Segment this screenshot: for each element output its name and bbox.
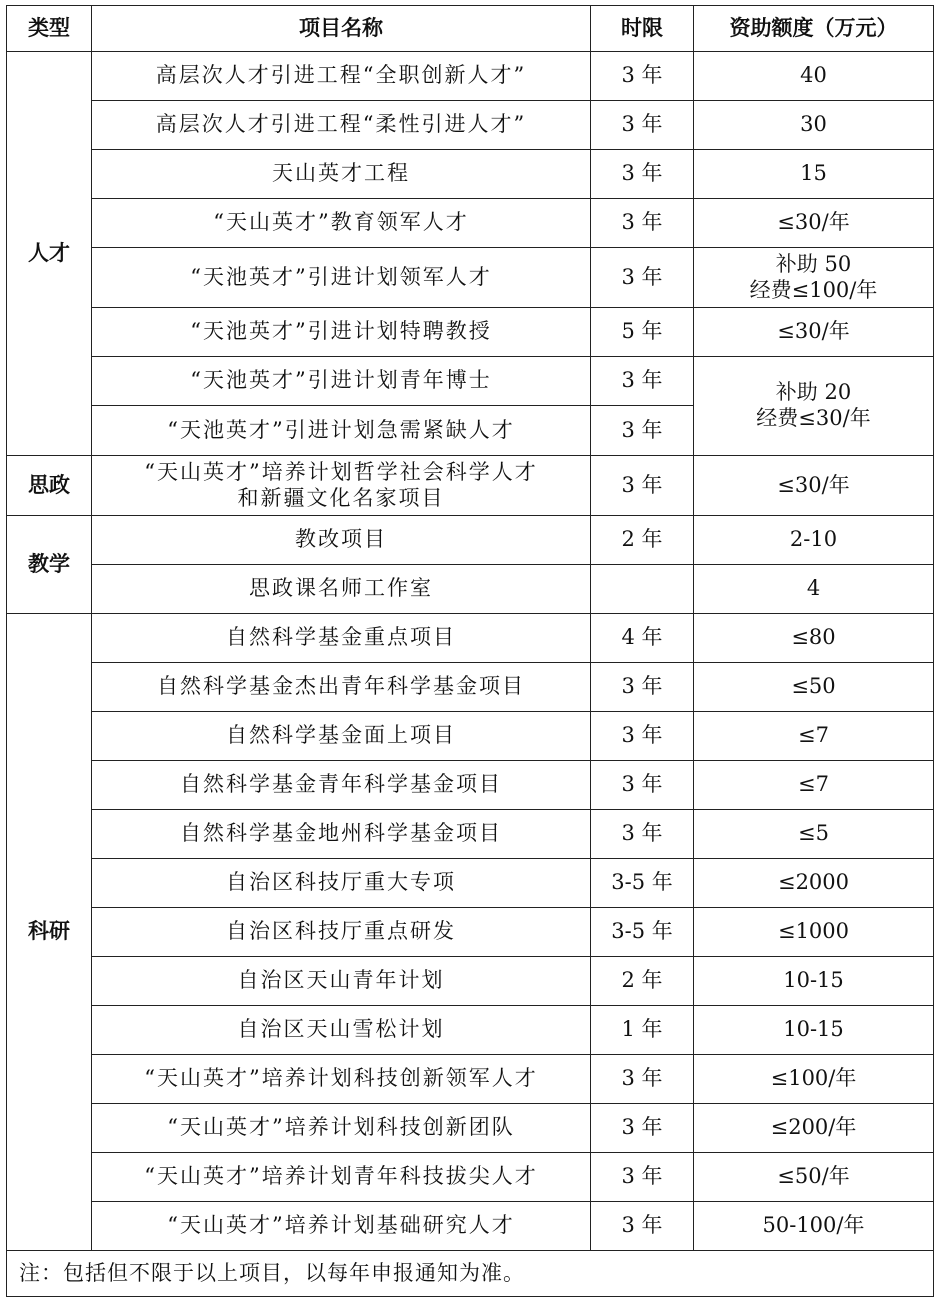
project-name: 自然科学基金杰出青年科学基金项目 xyxy=(92,663,591,712)
amount-line: 经费≤100/年 xyxy=(749,277,878,302)
table-row xyxy=(7,52,934,101)
amount-cell: ≤7 xyxy=(694,712,934,761)
project-name: 自治区天山青年计划 xyxy=(92,957,591,1006)
table-row xyxy=(7,712,934,761)
project-name: “天山英才”培养计划基础研究人才 xyxy=(92,1202,591,1251)
duration-cell: 3 年 xyxy=(591,761,694,810)
amount-cell: ≤100/年 xyxy=(694,1055,934,1104)
duration-cell: 2 年 xyxy=(591,516,694,565)
duration-cell: 3 年 xyxy=(591,456,694,516)
duration-cell xyxy=(591,565,694,614)
table-row xyxy=(7,357,934,406)
header-category: 类型 xyxy=(7,6,92,52)
project-name: 天山英才工程 xyxy=(92,150,591,199)
duration-cell: 3 年 xyxy=(591,150,694,199)
category-research: 科研 xyxy=(7,614,92,1251)
amount-cell: ≤50/年 xyxy=(694,1153,934,1202)
amount-cell: ≤50 xyxy=(694,663,934,712)
project-name: 高层次人才引进工程“全职创新人才” xyxy=(92,52,591,101)
table-row xyxy=(7,308,934,357)
amount-line: 经费≤30/年 xyxy=(756,406,871,430)
duration-cell: 3 年 xyxy=(591,1055,694,1104)
duration-cell: 5 年 xyxy=(591,308,694,357)
amount-cell: 40 xyxy=(694,52,934,101)
amount-cell: ≤5 xyxy=(694,810,934,859)
table-row xyxy=(7,859,934,908)
category-talent: 人才 xyxy=(7,52,92,456)
duration-cell: 3 年 xyxy=(591,1104,694,1153)
category-teaching: 教学 xyxy=(7,516,92,614)
amount-cell: 10-15 xyxy=(694,1006,934,1055)
project-name-line: “天山英才”培养计划哲学社会科学人才 xyxy=(144,459,538,484)
amount-cell: 15 xyxy=(694,150,934,199)
duration-cell: 3 年 xyxy=(591,1153,694,1202)
amount-cell: 30 xyxy=(694,101,934,150)
amount-cell: 50-100/年 xyxy=(694,1202,934,1251)
duration-cell: 3 年 xyxy=(591,810,694,859)
amount-cell: ≤2000 xyxy=(694,859,934,908)
duration-cell: 3-5 年 xyxy=(591,908,694,957)
project-name: “天山英才”培养计划科技创新领军人才 xyxy=(92,1055,591,1104)
table-row xyxy=(7,101,934,150)
header-row xyxy=(7,6,934,52)
amount-cell: 4 xyxy=(694,565,934,614)
duration-cell: 3 年 xyxy=(591,712,694,761)
project-name xyxy=(92,456,591,516)
duration-cell: 3 年 xyxy=(591,248,694,308)
table-row xyxy=(7,1055,934,1104)
duration-cell: 3 年 xyxy=(591,1202,694,1251)
amount-cell: ≤30/年 xyxy=(694,199,934,248)
table-row xyxy=(7,1006,934,1055)
project-name-line: 和新疆文化名家项目 xyxy=(237,485,445,510)
amount-line: 补助 20 xyxy=(775,380,852,405)
duration-cell: 3 年 xyxy=(591,52,694,101)
duration-cell: 3 年 xyxy=(591,406,694,456)
amount-cell: 10-15 xyxy=(694,957,934,1006)
project-name: “天池英才”引进计划青年博士 xyxy=(92,357,591,406)
duration-cell: 1 年 xyxy=(591,1006,694,1055)
table-row xyxy=(7,663,934,712)
table-row xyxy=(7,456,934,516)
table-row xyxy=(7,150,934,199)
amount-cell: ≤30/年 xyxy=(694,308,934,357)
duration-cell: 3 年 xyxy=(591,357,694,406)
header-project-name: 项目名称 xyxy=(92,6,591,52)
project-name: 自治区天山雪松计划 xyxy=(92,1006,591,1055)
header-duration: 时限 xyxy=(591,6,694,52)
project-name: 高层次人才引进工程“柔性引进人才” xyxy=(92,101,591,150)
project-name: 自然科学基金地州科学基金项目 xyxy=(92,810,591,859)
duration-cell: 3 年 xyxy=(591,101,694,150)
project-name: “天山英才”教育领军人才 xyxy=(92,199,591,248)
duration-cell: 2 年 xyxy=(591,957,694,1006)
table-row xyxy=(7,516,934,565)
duration-cell: 3 年 xyxy=(591,663,694,712)
project-name: 教改项目 xyxy=(92,516,591,565)
table-row xyxy=(7,908,934,957)
project-name: “天池英才”引进计划领军人才 xyxy=(92,248,591,308)
table-row xyxy=(7,199,934,248)
category-ideology: 思政 xyxy=(7,456,92,516)
table-row xyxy=(7,1202,934,1251)
project-name: 自治区科技厅重大专项 xyxy=(92,859,591,908)
table-row xyxy=(7,614,934,663)
table-row xyxy=(7,761,934,810)
project-name: 自然科学基金青年科学基金项目 xyxy=(92,761,591,810)
project-name: “天山英才”培养计划科技创新团队 xyxy=(92,1104,591,1153)
amount-cell: ≤200/年 xyxy=(694,1104,934,1153)
project-name: 自然科学基金面上项目 xyxy=(92,712,591,761)
project-name: 自治区科技厅重点研发 xyxy=(92,908,591,957)
duration-cell: 4 年 xyxy=(591,614,694,663)
duration-cell: 3 年 xyxy=(591,199,694,248)
amount-cell: 2-10 xyxy=(694,516,934,565)
funding-table xyxy=(6,5,934,1297)
amount-cell: ≤1000 xyxy=(694,908,934,957)
project-name: 思政课名师工作室 xyxy=(92,565,591,614)
amount-cell: ≤30/年 xyxy=(694,456,934,516)
table-row xyxy=(7,810,934,859)
table-row xyxy=(7,1153,934,1202)
table-row xyxy=(7,1104,934,1153)
duration-cell: 3-5 年 xyxy=(591,859,694,908)
project-name: 自然科学基金重点项目 xyxy=(92,614,591,663)
amount-line: 补助 50 xyxy=(775,251,852,276)
project-name: “天池英才”引进计划急需紧缺人才 xyxy=(92,406,591,456)
project-name: “天山英才”培养计划青年科技拔尖人才 xyxy=(92,1153,591,1202)
table-row xyxy=(7,957,934,1006)
amount-cell xyxy=(694,357,934,456)
note-row xyxy=(7,1251,934,1297)
amount-cell: ≤80 xyxy=(694,614,934,663)
footnote: 注：包括但不限于以上项目，以每年申报通知为准。 xyxy=(7,1251,934,1297)
header-amount: 资助额度（万元） xyxy=(694,6,934,52)
amount-cell xyxy=(694,248,934,308)
table-row xyxy=(7,248,934,308)
amount-cell: ≤7 xyxy=(694,761,934,810)
project-name: “天池英才”引进计划特聘教授 xyxy=(92,308,591,357)
table-row xyxy=(7,565,934,614)
